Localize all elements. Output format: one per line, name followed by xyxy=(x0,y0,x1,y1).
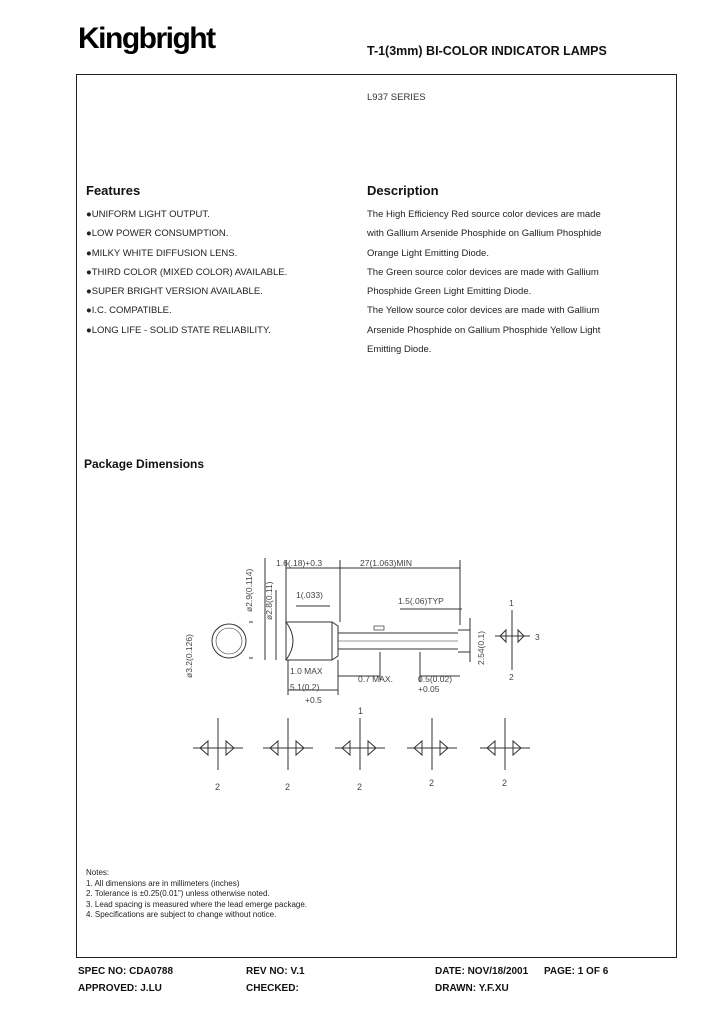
description-line: Arsenide Phosphide on Gallium Phosphide Yellow Light xyxy=(367,324,601,336)
page-number: PAGE: 1 OF 6 xyxy=(544,966,609,977)
circuit-diagram-2 xyxy=(263,718,313,770)
pin-number: 2 xyxy=(429,778,435,788)
pin-number: 2 xyxy=(357,782,363,792)
brand-logo: Kingbright xyxy=(78,22,215,55)
feature-item: ●THIRD COLOR (MIXED COLOR) AVAILABLE. xyxy=(86,266,288,278)
feature-item: ●SUPER BRIGHT VERSION AVAILABLE. xyxy=(86,286,263,298)
note-item: 3. Lead spacing is measured where the lead emerge package. xyxy=(86,899,308,909)
feature-item: ●LONG LIFE - SOLID STATE RELIABILITY. xyxy=(86,324,271,336)
pin-number: 3 xyxy=(535,632,540,642)
pin-number: 2 xyxy=(285,782,291,792)
description-line: Phosphide Green Light Emitting Diode. xyxy=(367,286,532,298)
pin-number: 2 xyxy=(502,778,508,788)
dim-label: ø3.2(0.126) xyxy=(184,634,194,678)
led-front-view xyxy=(212,624,246,658)
approved-by: APPROVED: J.LU xyxy=(78,983,162,994)
description-line: The High Efficiency Red source color devices are made xyxy=(367,209,601,220)
circuit-diagram-1 xyxy=(193,718,243,770)
feature-item: ●I.C. COMPATIBLE. xyxy=(86,305,172,317)
checked-by: CHECKED: xyxy=(246,983,299,994)
description-line: Emitting Diode. xyxy=(367,344,432,356)
notes-block xyxy=(86,868,307,921)
dim-label: 5.1(0.2) xyxy=(290,682,320,692)
series-label: L937 SERIES xyxy=(367,92,426,103)
document-title: T-1(3mm) BI-COLOR INDICATOR LAMPS xyxy=(367,44,607,58)
dim-label: 1.0 MAX xyxy=(290,666,323,676)
description-line: with Gallium Arsenide Phosphide on Gallium Phosphide xyxy=(367,228,602,240)
document-date: DATE: NOV/18/2001 xyxy=(435,966,529,977)
note-item: 2. Tolerance is ±0.25(0.01") unless otherwise noted. xyxy=(86,889,270,898)
pin-number: 1 xyxy=(358,706,364,716)
circuit-diagram-3 xyxy=(335,718,385,770)
circuit-diagram-4 xyxy=(407,718,457,770)
feature-item: ●LOW POWER CONSUMPTION. xyxy=(86,228,229,240)
pin-number: 2 xyxy=(509,672,514,682)
led-side-view xyxy=(286,622,338,660)
dim-label: +0.05 xyxy=(418,684,440,694)
feature-item: ●MILKY WHITE DIFFUSION LENS. xyxy=(86,247,238,259)
feature-item: ●UNIFORM LIGHT OUTPUT. xyxy=(86,209,210,220)
features-heading: Features xyxy=(86,183,141,198)
dim-label: +0.5 xyxy=(305,695,322,705)
circuit-diagram-5 xyxy=(480,718,530,770)
dim-label: ø2.9(0.114) xyxy=(244,568,254,612)
description-heading: Description xyxy=(367,183,439,198)
description-line: Orange Light Emitting Diode. xyxy=(367,247,489,259)
note-item: 4. Specifications are subject to change without notice. xyxy=(86,910,277,919)
drawn-by: DRAWN: Y.F.XU xyxy=(435,983,509,994)
notes-heading: Notes: xyxy=(86,868,110,877)
note-item: 1. All dimensions are in millimeters (inches) xyxy=(86,878,240,888)
dim-label: 0.7 MAX. xyxy=(358,674,393,684)
dim-label: 1.5(.06)TYP xyxy=(398,596,444,606)
description-line: The Yellow source color devices are made with Gallium xyxy=(367,305,600,317)
dim-label: 1(.033) xyxy=(296,590,323,600)
dim-label: 27(1.063)MIN xyxy=(360,558,412,568)
dim-label: 2.54(0.1) xyxy=(476,630,486,665)
pin-number: 1 xyxy=(509,598,514,608)
spec-number: SPEC NO: CDA0788 xyxy=(78,966,174,977)
package-heading: Package Dimensions xyxy=(84,457,205,471)
revision-number: REV NO: V.1 xyxy=(246,966,305,977)
dim-label: ø2.8(0.11) xyxy=(264,581,274,620)
description-line: The Green source color devices are made with Gallium xyxy=(367,266,599,278)
dim-label: 0.5(0.02) xyxy=(418,674,453,684)
pin-number: 2 xyxy=(215,782,221,792)
dim-label: 1.6(.18)+0.3 xyxy=(276,558,323,568)
